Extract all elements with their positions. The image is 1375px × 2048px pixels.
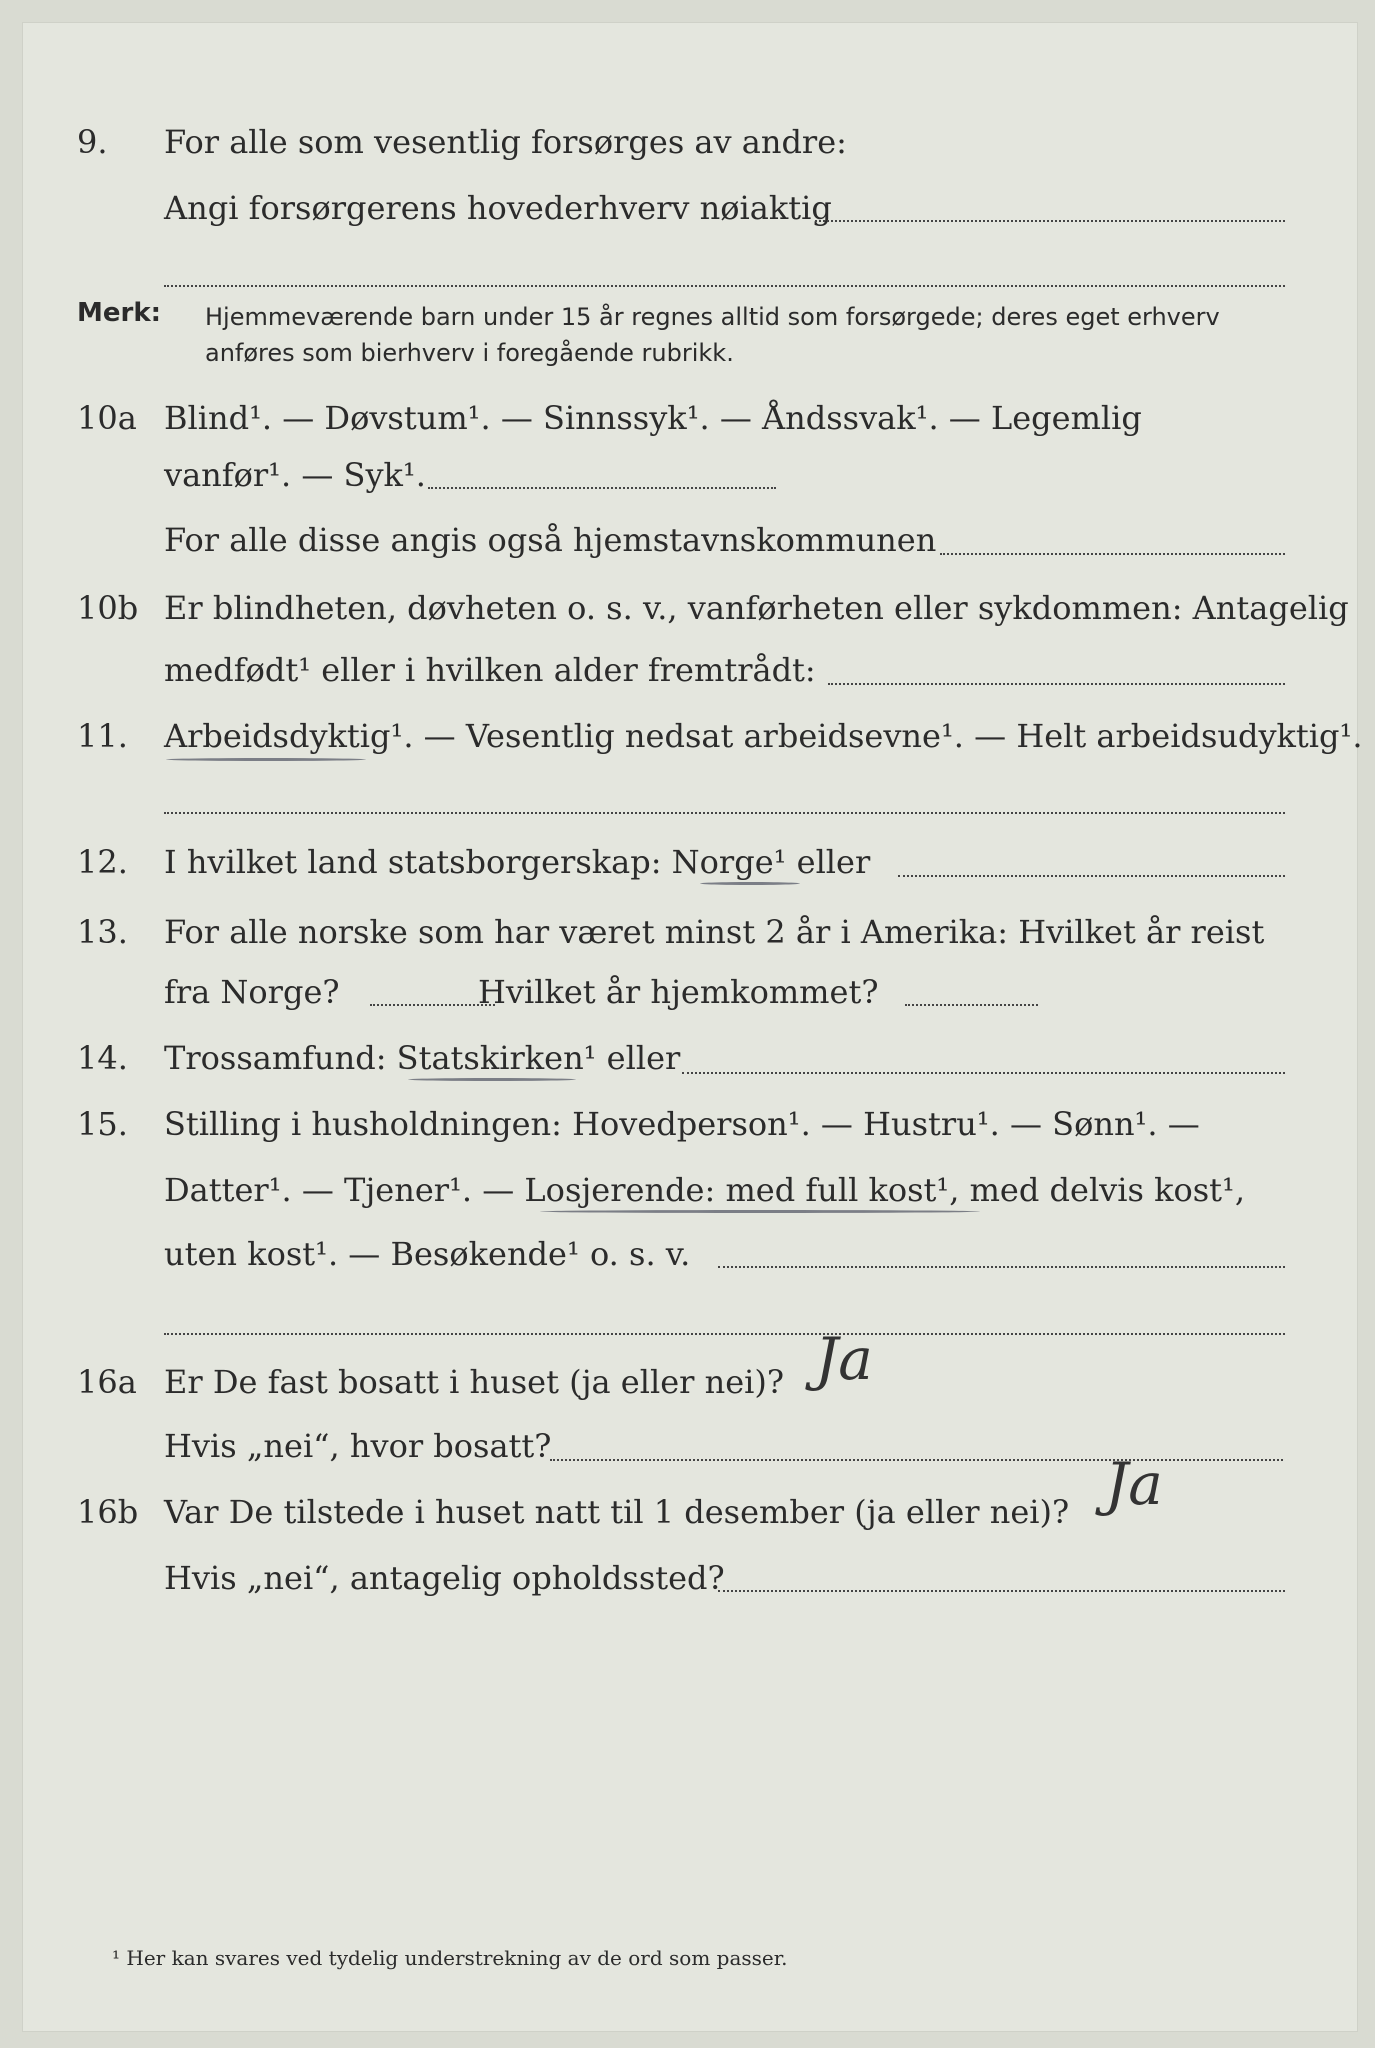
q10a-line2: vanfør¹. — Syk¹.: [164, 456, 426, 494]
q14-underline-statskirken: [408, 1078, 576, 1081]
q12-line1: I hvilket land statsborgerskap: Norge¹ eller: [164, 843, 871, 881]
q16a-line2: Hvis „nei“, hvor bosatt?: [164, 1427, 552, 1465]
q12-number: 12.: [77, 843, 128, 881]
q10b-line2: medfødt¹ eller i hvilken alder fremtrådt:: [164, 651, 816, 689]
q15-line1: Stilling i husholdningen: Hovedperson¹. — Hustru¹. — Sønn¹. —: [164, 1105, 1200, 1143]
q16b-line2: Hvis „nei“, antagelig opholdssted?: [164, 1559, 725, 1597]
q10b-answer-line: [828, 683, 1285, 685]
q16b-number: 16b: [77, 1493, 139, 1531]
q10a-hjemstavn-line: [940, 553, 1285, 555]
q15-line2: Datter¹. — Tjener¹. — Losjerende: med full kost¹, med delvis kost¹,: [164, 1171, 1246, 1209]
q11-line1: Arbeidsdyktig¹. — Vesentlig nedsat arbeidsevne¹. — Helt arbeidsudyktig¹.: [164, 717, 1363, 755]
q13-line2: fra Norge?: [164, 973, 340, 1011]
q9-line2: Angi forsørgerens hovederhverv nøiaktig: [164, 189, 832, 227]
q13-line1: For alle norske som har været minst 2 år i Amerika: Hvilket år reist: [164, 913, 1265, 951]
q10b-line1: Er blindheten, døvheten o. s. v., vanførheten eller sykdommen: Antagelig: [164, 589, 1349, 627]
q12-answer-line: [898, 875, 1285, 877]
q10a-line3: For alle disse angis også hjemstavnskommunen: [164, 521, 937, 559]
q9-answer-line-2: [164, 285, 1285, 287]
q15-underline-losjerende: [540, 1210, 980, 1213]
q14-number: 14.: [77, 1039, 128, 1077]
merk-label: Merk:: [77, 298, 162, 328]
q14-answer-line: [682, 1072, 1285, 1074]
q9-number: 9.: [77, 123, 108, 161]
q13-hjemkommet-line: [905, 1004, 1038, 1006]
q10a-answer-line: [428, 487, 776, 489]
q10a-line1: Blind¹. — Døvstum¹. — Sinnssyk¹. — Åndssvak¹. — Legemlig: [164, 399, 1142, 437]
q9-answer-line: [815, 220, 1285, 222]
q16b-line1: Var De tilstede i huset natt til 1 desember (ja eller nei)?: [164, 1493, 1070, 1531]
merk-line1: Hjemmeværende barn under 15 år regnes alltid som forsørgede; deres eget erhverv: [205, 303, 1220, 331]
q11-answer-line: [164, 812, 1285, 814]
q12-underline-norge: [700, 882, 800, 885]
q16a-handwritten-answer: Ja: [815, 1325, 873, 1393]
q16a-bosatt-line: [550, 1459, 1283, 1461]
q15-answer-line-2: [164, 1333, 1285, 1335]
q16b-handwritten-answer: Ja: [1105, 1450, 1163, 1518]
q13-number: 13.: [77, 913, 128, 951]
merk-line2: anføres som bierhverv i foregående rubrikk.: [205, 339, 734, 367]
q15-line3: uten kost¹. — Besøkende¹ o. s. v.: [164, 1235, 691, 1273]
q11-number: 11.: [77, 717, 128, 755]
q16b-opholdssted-line: [718, 1590, 1285, 1592]
q13-reist-line: [370, 1004, 495, 1006]
q9-line1: For alle som vesentlig forsørges av andre:: [164, 123, 847, 161]
q13-line2b: Hvilket år hjemkommet?: [478, 973, 879, 1011]
q11-underline-arbeidsdyktig: [166, 758, 366, 761]
footnote: ¹ Her kan svares ved tydelig understrekning av de ord som passer.: [112, 1946, 788, 1970]
q15-number: 15.: [77, 1105, 128, 1143]
q16a-line1: Er De fast bosatt i huset (ja eller nei)?: [164, 1363, 785, 1401]
q14-line1: Trossamfund: Statskirken¹ eller: [164, 1039, 681, 1077]
q10a-number: 10a: [77, 399, 137, 437]
q16a-number: 16a: [77, 1363, 137, 1401]
q15-answer-line: [718, 1266, 1285, 1268]
q10b-number: 10b: [77, 589, 139, 627]
